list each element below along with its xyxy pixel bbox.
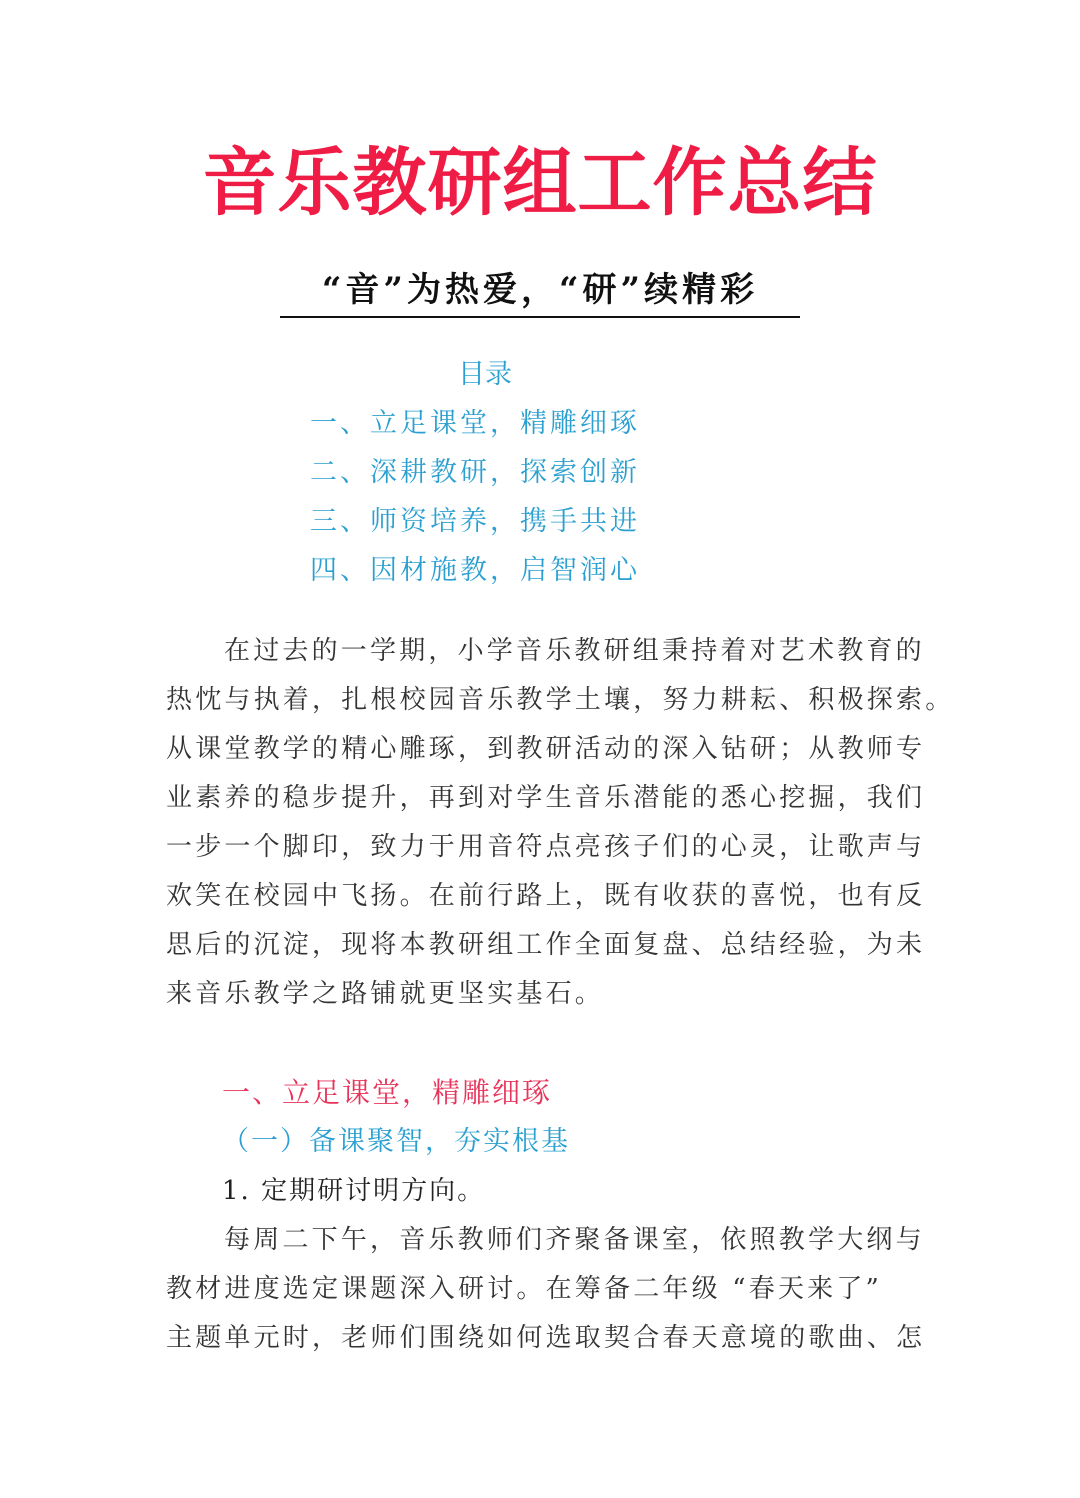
body-line: 主题单元时，老师们围绕如何选取契合春天意境的歌曲、怎	[166, 1323, 926, 1353]
body-line: 教材进度选定课题深入研讨。在筹备二年级 “春天来了”	[166, 1274, 883, 1304]
toc-item-4: 四、因材施教，启智润心	[310, 555, 640, 586]
intro-line: 思后的沉淀，现将本教研组工作全面复盘、总结经验，为未	[166, 930, 926, 960]
toc-item-2: 二、深耕教研，探索创新	[310, 457, 640, 488]
intro-line: 在过去的一学期，小学音乐教研组秉持着对艺术教育的	[224, 636, 925, 666]
page-subtitle: “音”为热爱，“研”续精彩	[280, 268, 800, 318]
intro-line: 一步一个脚印，致力于用音符点亮孩子们的心灵，让歌声与	[166, 832, 926, 862]
intro-line: 热忱与执着，扎根校园音乐教学土壤，努力耕耘、积极探索。	[166, 685, 955, 715]
toc-item-3: 三、师资培养，携手共进	[310, 506, 640, 537]
intro-line: 业素养的稳步提升，再到对学生音乐潜能的悉心挖掘，我们	[166, 783, 926, 813]
body-line: 每周二下午，音乐教师们齐聚备课室，依照教学大纲与	[224, 1225, 925, 1255]
section-heading: 一、立足课堂，精雕细琢	[222, 1076, 553, 1109]
intro-line: 欢笑在校园中飞扬。在前行路上，既有收获的喜悦，也有反	[166, 881, 926, 911]
page-title: 音乐教研组工作总结	[202, 140, 878, 226]
section-body-paragraph	[166, 1216, 926, 1363]
intro-paragraph	[166, 627, 955, 1019]
toc-item-1: 一、立足课堂，精雕细琢	[310, 408, 640, 439]
section-subheading: （一）备课聚智，夯实根基	[222, 1126, 570, 1157]
section-point: 1. 定期研讨明方向。	[222, 1176, 486, 1206]
intro-line: 来音乐教学之路铺就更坚实基石。	[166, 979, 605, 1009]
toc-heading: 目录	[458, 359, 512, 390]
intro-line: 从课堂教学的精心雕琢，到教研活动的深入钻研；从教师专	[166, 734, 926, 764]
